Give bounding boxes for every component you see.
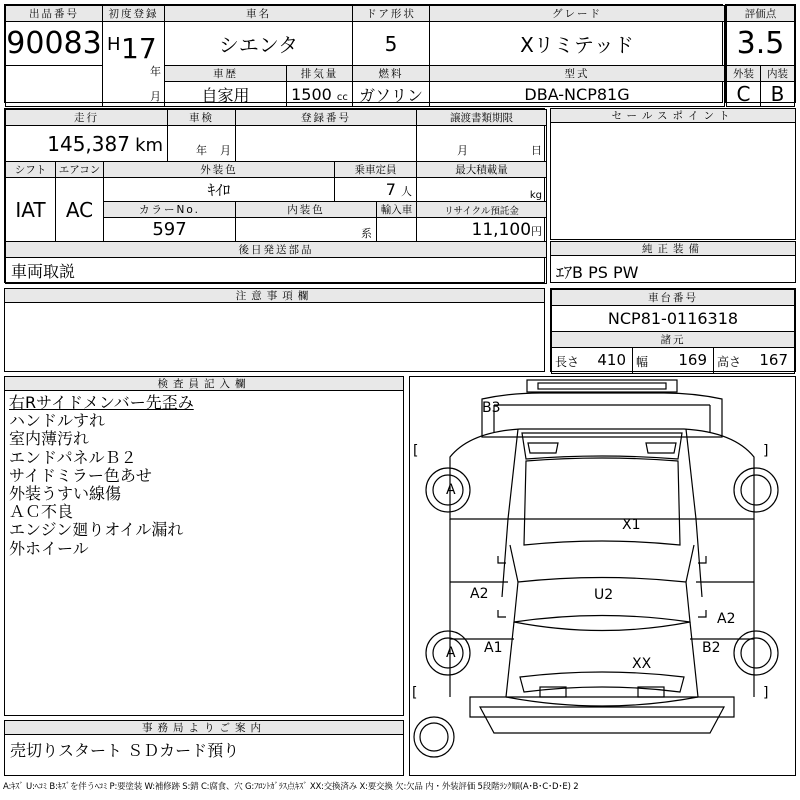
model-code-label: 型式: [430, 66, 725, 82]
mark-u2: U2: [594, 587, 614, 603]
inspection-date: [168, 126, 236, 162]
inspection-month-unit: 月: [220, 144, 232, 157]
max-load-unit: kg: [417, 178, 547, 202]
transfer-date: [417, 126, 547, 162]
inspector-note-line: 外ホイール: [9, 538, 89, 558]
mark-a-front-left: A: [446, 482, 456, 498]
capacity-label: 乗車定員: [335, 162, 417, 178]
header-section: [4, 4, 723, 103]
shift: IAT: [6, 178, 56, 242]
inspection-label: 車検: [168, 110, 236, 126]
office-label: 事務局よりご案内: [5, 721, 403, 735]
recycle-cell: [417, 218, 547, 242]
car-diagram-svg: [410, 377, 794, 774]
width: 169: [678, 351, 707, 369]
width-cell: [633, 348, 714, 374]
lot-number: 90083: [6, 22, 103, 66]
ac-label: エアコン: [56, 162, 104, 178]
genuine-label: 純正装備: [551, 242, 795, 256]
recycle: 11,100: [471, 219, 532, 240]
capacity: 7: [385, 180, 396, 199]
inspector-section: [4, 376, 404, 716]
history: 自家用: [165, 82, 287, 107]
door-label: ドア形状: [353, 6, 430, 22]
door-count: 5: [353, 22, 430, 66]
displacement-unit: cc: [336, 91, 348, 103]
vehicle-details: [4, 108, 545, 283]
fuel: ガソリン: [353, 82, 430, 107]
color-no-label: カラーNo.: [104, 202, 236, 218]
svg-text:]: ]: [763, 443, 769, 459]
height: 167: [759, 351, 788, 369]
mark-a1: A1: [484, 640, 503, 656]
exterior-grade: C: [727, 82, 761, 107]
inspector-note-line: エンジン廻りオイル漏れ: [9, 520, 184, 540]
chassis-section: [550, 288, 796, 372]
width-label: 幅: [636, 355, 649, 369]
length-cell: [552, 348, 633, 374]
transfer-month-unit: 月: [457, 144, 469, 157]
fuel-label: 燃料: [353, 66, 430, 82]
interior-label: 内装: [761, 66, 795, 82]
interior-grade: B: [761, 82, 795, 107]
inspector-note-line: サイドミラー色あせ: [9, 465, 152, 485]
later-parts-label: 後日発送部品: [6, 242, 547, 258]
mark-a-rear-left: A: [446, 645, 456, 661]
import-label: 輸入車: [377, 202, 417, 218]
office-notice: 売切りスタート ＳＤカード預り: [10, 741, 240, 760]
sales-point-section: [550, 108, 796, 240]
inspector-note-line: ＡＣ不良: [9, 502, 74, 522]
inspector-note-line: エンドパネルＢ２: [9, 447, 137, 467]
car-name-label: 車名: [165, 6, 353, 22]
length-label: 長さ: [555, 355, 580, 369]
import-value: [377, 218, 417, 242]
model-code: DBA-NCP81G: [430, 82, 725, 107]
reg-number: [236, 126, 417, 162]
shift-label: シフト: [6, 162, 56, 178]
specs-label: 諸元: [552, 332, 795, 348]
transfer-day-unit: 日: [531, 144, 543, 157]
score-section: [725, 4, 796, 106]
int-color-unit: 系: [236, 218, 377, 242]
lot-no-label: 出品番号: [6, 6, 103, 22]
grade-label: グレード: [430, 6, 725, 22]
mileage: 145,387: [47, 131, 130, 156]
svg-text:[: [: [413, 443, 419, 459]
capacity-cell: [335, 178, 417, 202]
mark-x1: X1: [622, 517, 641, 533]
chassis-label: 車台番号: [552, 290, 795, 306]
ext-color-label: 外装色: [104, 162, 335, 178]
svg-text:[: [: [412, 685, 418, 701]
mark-a2-left: A2: [470, 586, 489, 602]
damage-diagram: [409, 376, 796, 776]
inspector-note-line: 室内薄汚れ: [9, 429, 90, 449]
recycle-unit: 円: [531, 224, 543, 238]
month-unit: 月: [150, 90, 161, 103]
score-label: 評価点: [727, 6, 795, 22]
office-section: [4, 720, 404, 776]
capacity-unit: 人: [401, 185, 413, 198]
displacement-label: 排気量: [287, 66, 353, 82]
inspection-year-unit: 年: [196, 144, 208, 157]
exterior-label: 外装: [727, 66, 761, 82]
mark-b3: B3: [482, 400, 501, 416]
max-load-label: 最大積載量: [417, 162, 547, 178]
mileage-label: 走行: [6, 110, 168, 126]
aircon: AC: [56, 178, 104, 242]
score: 3.5: [727, 22, 795, 66]
year-unit: 年: [150, 65, 161, 78]
int-color-label: 内装色: [236, 202, 377, 218]
history-label: 車歴: [165, 66, 287, 82]
era: H: [107, 34, 121, 55]
color-no: 597: [104, 218, 236, 242]
length: 410: [597, 351, 626, 369]
grade: Xリミテッド: [430, 22, 725, 66]
height-cell: [714, 348, 795, 374]
mark-xx: XX: [632, 656, 652, 672]
reg-no-label: 登録番号: [236, 110, 417, 126]
reg-year: 17: [121, 32, 157, 65]
svg-text:]: ]: [763, 685, 769, 701]
ext-color: ｷｲﾛ: [104, 178, 335, 202]
recycle-label: リサイクル預託金: [417, 202, 547, 218]
chassis-number: NCP81-0116318: [552, 306, 795, 332]
mileage-cell: [6, 126, 168, 162]
displacement: 1500: [291, 84, 332, 104]
notes-label: 注意事項欄: [5, 289, 544, 303]
later-parts: 車両取説: [6, 258, 547, 284]
height-label: 高さ: [717, 355, 742, 369]
inspector-note-line: 外装うすい線傷: [9, 484, 122, 504]
displacement-cell: [287, 82, 353, 107]
notes-section: [4, 288, 545, 372]
mileage-unit: km: [135, 134, 164, 156]
legend: A:ｷｽﾞ U:ﾍｺﾐ B:ｷｽﾞを伴うﾍｺﾐ P:要塗装 W:補修跡 S:錆 C:腐食、穴 G:ﾌﾛﾝﾄｶﾞﾗｽ点ｷｽﾞ XX:交換済み X:要交換 欠:欠品 内・外装評価 5段階ﾗﾝｸ順(A･B･C･D･E) 2: [3, 782, 579, 792]
inspector-label: 検査員記入欄: [5, 377, 403, 391]
inspector-note-line: ハンドルすれ: [9, 411, 106, 431]
genuine-equipment: ｴｱB PS PW: [556, 263, 639, 282]
first-reg-label: 初度登録: [103, 6, 165, 22]
inspector-note-line: 右Rサイドメンバー先歪み: [9, 393, 194, 412]
car-outline: [412, 380, 778, 757]
car-name: シエンタ: [165, 22, 353, 66]
mark-b2: B2: [702, 640, 721, 656]
genuine-equipment-section: [550, 241, 796, 283]
mark-a2-right: A2: [717, 611, 736, 627]
sales-point-label: セールスポイント: [551, 109, 795, 123]
inspector-notes: [5, 391, 403, 558]
transfer-label: 譲渡書類期限: [417, 110, 547, 126]
